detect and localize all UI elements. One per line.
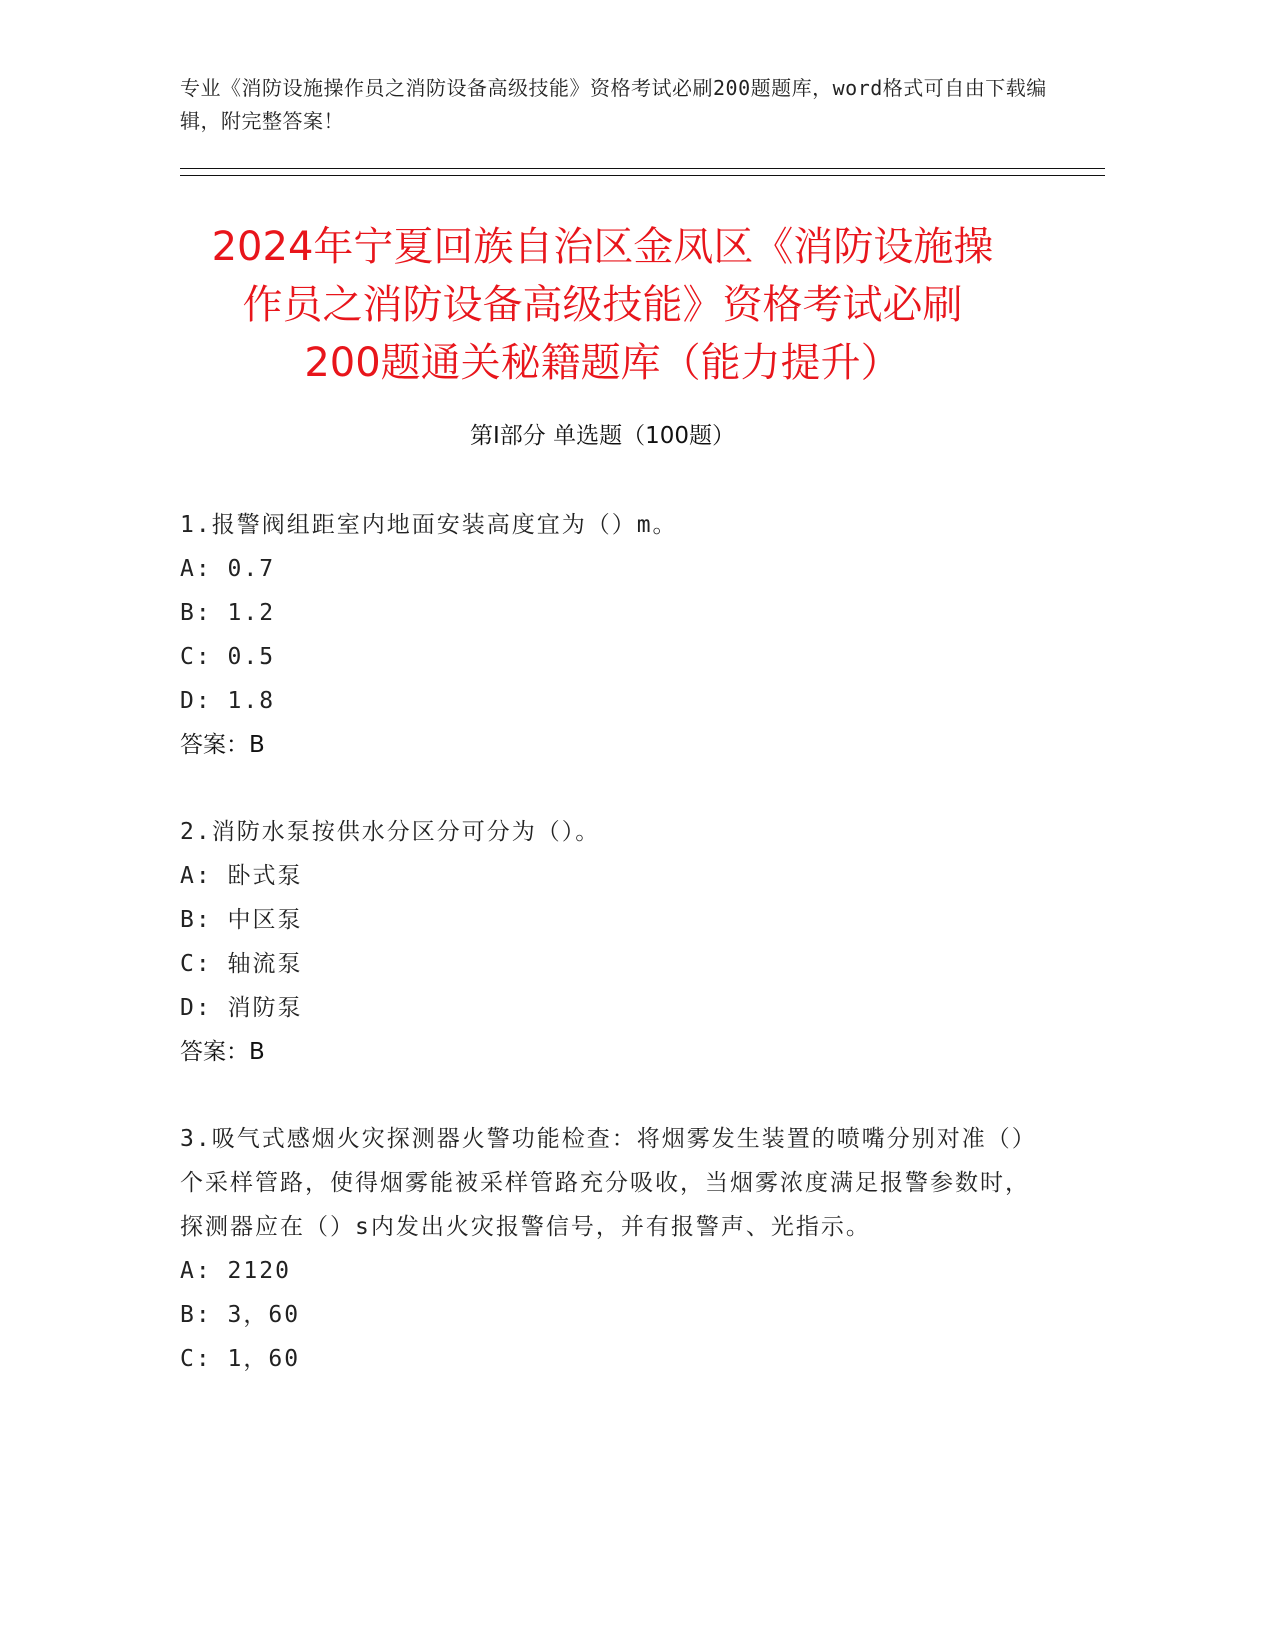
option-c: C: 轴流泵 [180,951,303,977]
document-title [150,218,1055,392]
option-b: B: 3，60 [180,1302,301,1328]
question-stem: 2.消防水泵按供水分区分可分为（）。 [180,819,601,845]
question-1 [180,503,1040,767]
option-b: B: 1.2 [180,600,276,626]
option-c: C: 1，60 [180,1346,301,1372]
question-spacer [180,767,1040,810]
option-a: A: 卧式泵 [180,863,303,889]
option-d: D: 1.8 [180,688,276,714]
question-stem: 1.报警阀组距室内地面安装高度宜为（）m。 [180,512,678,538]
title-line-2: 作员之消防设备高级技能》资格考试必刷 [242,282,963,328]
option-b: B: 中区泵 [180,907,303,933]
option-a: A: 0.7 [180,556,276,582]
section-title: 第Ⅰ部分 单选题（100题） [470,423,735,449]
answer: 答案：B [180,732,265,758]
title-line-3: 200题通关秘籍题库（能力提升） [304,340,901,386]
answer: 答案：B [180,1039,265,1065]
option-d: D: 消防泵 [180,995,303,1021]
question-spacer [180,1074,1040,1117]
title-line-1: 2024年宁夏回族自治区金凤区《消防设施操 [211,224,994,270]
header-divider-bottom [180,175,1105,176]
question-list [180,503,1040,1381]
option-c: C: 0.5 [180,644,276,670]
question-2 [180,810,1040,1074]
header-note: 专业《消防设施操作员之消防设备高级技能》资格考试必刷200题题库，word格式可自由下载编辑，附完整答案！ [180,76,1047,133]
question-3 [180,1117,1040,1381]
option-a: A: 2120 [180,1258,291,1284]
header-divider-top [180,168,1105,169]
question-stem: 3.吸气式感烟火灾探测器火警功能检查：将烟雾发生装置的喷嘴分别对准（）个采样管路，使得烟雾能被采样管路充分吸收，当烟雾浓度满足报警参数时，探测器应在（）s内发出火灾报警信号，并有报警声、光指示。 [180,1126,1037,1240]
